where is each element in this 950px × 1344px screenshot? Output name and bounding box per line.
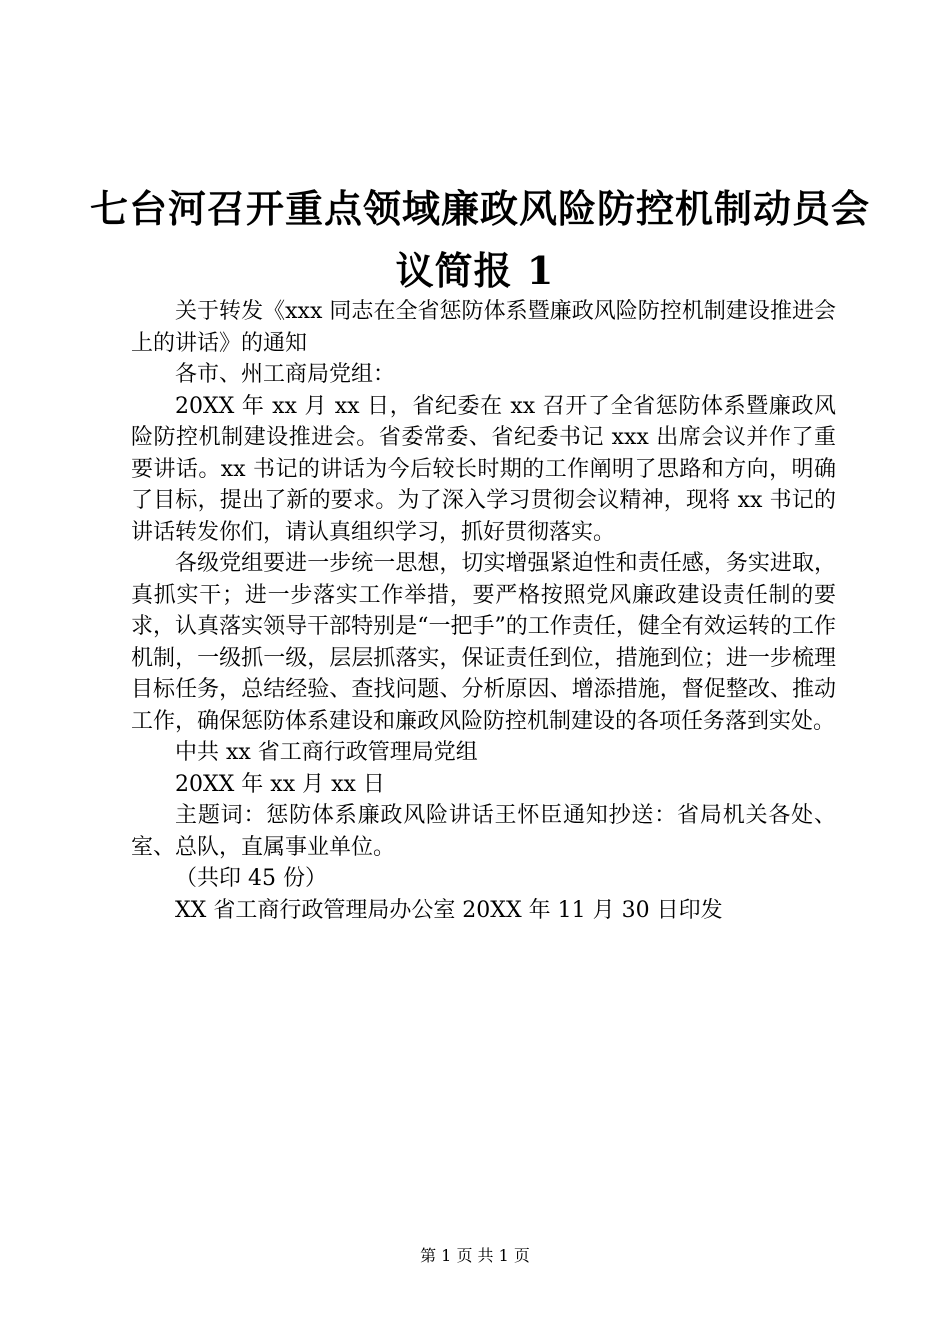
body-paragraph: 20XX 年 xx 月 xx 日，省纪委在 xx 召开了全省惩防体系暨廉政风险防控机制建设推进会。省委常委、省纪委书记 xxx 出席会议并作了重要讲话。xx 书记的讲话为今后较长时期的工作阐明了思路和方向，明确了目标，提出了新的要求。为了深入学习贯彻会议精神，现将 xx 书记的讲话转发你们，请认真组织学习，抓好贯彻落实。 <box>131 393 836 545</box>
document-title <box>90 178 871 302</box>
notice-heading: 关于转发《xxx 同志在全省惩防体系暨廉政风险防控机制建设推进会上的讲话》的通知 <box>131 299 836 356</box>
page-footer: 第 1 页 共 1 页 <box>420 1246 530 1265</box>
keywords-line: 主题词：惩防体系廉政风险讲话王怀臣通知抄送：省局机关各处、室、总队，直属事业单位。 <box>131 803 836 860</box>
print-count: （共印 45 份） <box>175 866 327 891</box>
title-line-2: 议简报 1 <box>395 248 555 293</box>
body-paragraph: 各级党组要进一步统一思想，切实增强紧迫性和责任感，务实进取，真抓实干；进一步落实工作举措，要严格按照党风廉政建设责任制的要求，认真落实领导干部特别是“一把手”的工作责任，健全有效运转的工作机制，一级抓一级，层层抓落实，保证责任到位，措施到位；进一步梳理目标任务，总结经验、查找问题、分析原因、增添措施，督促整改、推动工作，确保惩防体系建设和廉政风险防控机制建设的各项任务落到实处。 <box>131 551 836 734</box>
signature-date: 20XX 年 xx 月 xx 日 <box>175 771 385 797</box>
document-body <box>131 296 836 926</box>
signature-org: 中共 xx 省工商行政管理局党组 <box>175 740 478 765</box>
issue-line: XX 省工商行政管理局办公室 20XX 年 11 月 30 日印发 <box>175 897 723 923</box>
salutation: 各市、州工商局党组： <box>175 362 396 387</box>
title-line-1: 七台河召开重点领域廉政风险防控机制动员会 <box>90 186 871 231</box>
